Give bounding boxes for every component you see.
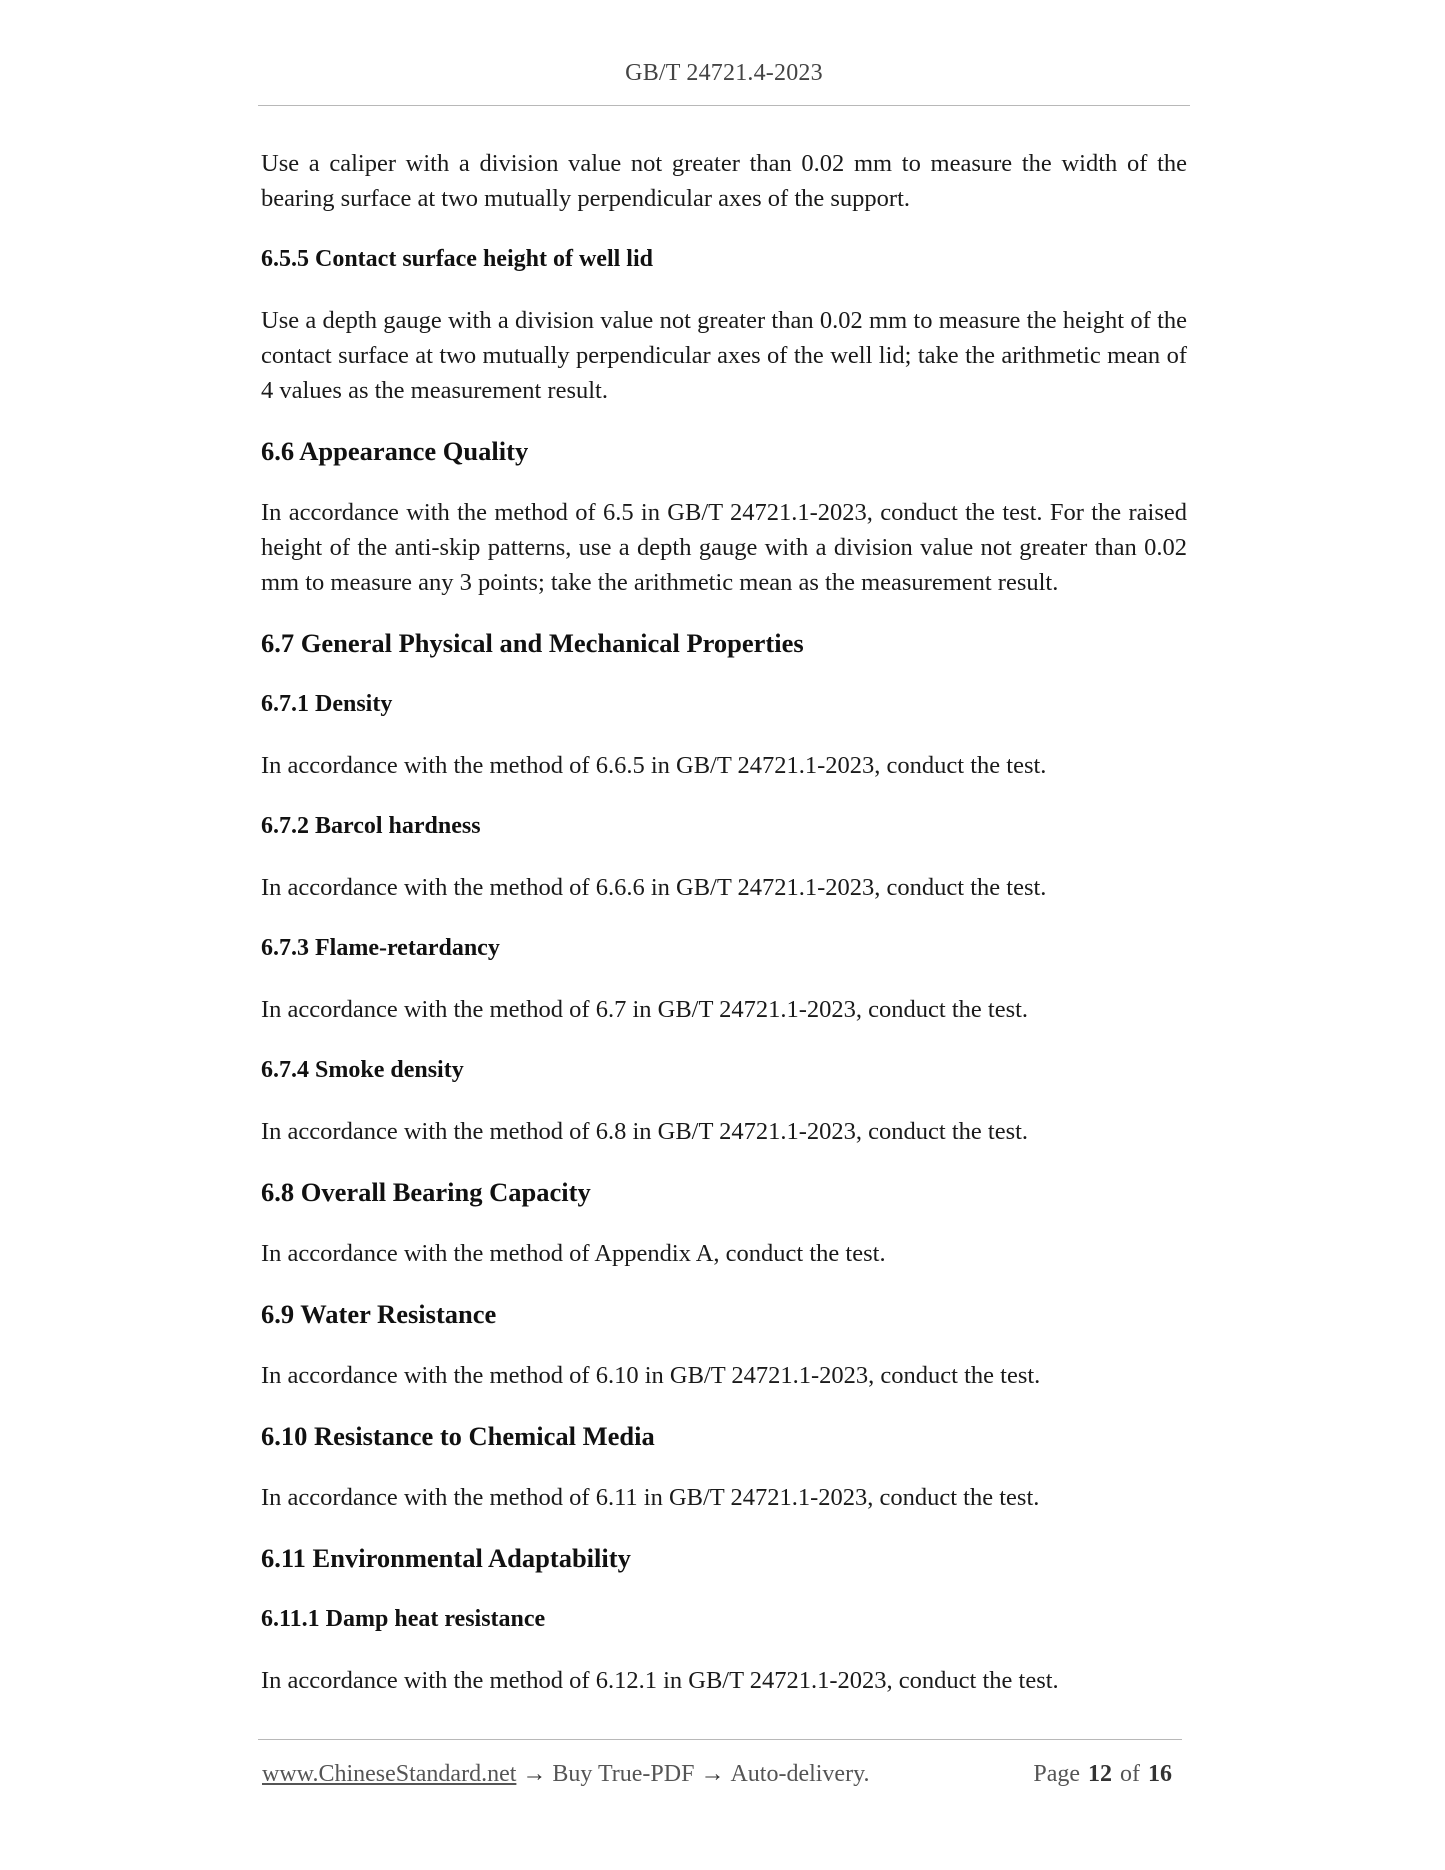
arrow-right-icon: → bbox=[522, 1761, 547, 1787]
heading-6-7-4: 6.7.4 Smoke density bbox=[261, 1057, 464, 1083]
of-label: of bbox=[1120, 1761, 1140, 1787]
paragraph-6-5-5: Use a depth gauge with a division value not greater than 0.02 mm to measure the height of the contact surface at two mutually perpendicular axes of the well lid; take the arithmetic mean of 4 values as the measurement result. bbox=[261, 307, 1187, 404]
paragraph-6-11-1: In accordance with the method of 6.12.1 in GB/T 24721.1-2023, conduct the test. bbox=[261, 1667, 1059, 1694]
heading-6-10: 6.10 Resistance to Chemical Media bbox=[261, 1421, 655, 1451]
page-label: Page bbox=[1033, 1761, 1080, 1787]
paragraph-6-7-2: In accordance with the method of 6.6.6 in GB/T 24721.1-2023, conduct the test. bbox=[261, 874, 1047, 901]
heading-6-11: 6.11 Environmental Adaptability bbox=[261, 1543, 631, 1573]
page-indicator bbox=[1033, 1757, 1180, 1791]
heading-6-7-3: 6.7.3 Flame-retardancy bbox=[261, 935, 500, 961]
heading-6-7-2: 6.7.2 Barcol hardness bbox=[261, 813, 481, 839]
paragraph-6-9: In accordance with the method of 6.10 in GB/T 24721.1-2023, conduct the test. bbox=[261, 1362, 1041, 1389]
paragraph-6-6: In accordance with the method of 6.5 in GB/T 24721.1-2023, conduct the test. For the raised height of the anti-skip patterns, use a depth gauge with a division value not greater than 0.02 mm to measure any 3 points; take the arithmetic mean as the measurement result. bbox=[261, 499, 1187, 596]
paragraph-6-10: In accordance with the method of 6.11 in GB/T 24721.1-2023, conduct the test. bbox=[261, 1484, 1040, 1511]
auto-delivery-text: Auto-delivery. bbox=[730, 1761, 870, 1787]
heading-6-6: 6.6 Appearance Quality bbox=[261, 436, 529, 466]
arrow-right-icon: → bbox=[700, 1761, 725, 1787]
paragraph-6-7-1: In accordance with the method of 6.6.5 in GB/T 24721.1-2023, conduct the test. bbox=[261, 752, 1047, 779]
current-page-number: 12 bbox=[1088, 1761, 1112, 1787]
heading-6-11-1: 6.11.1 Damp heat resistance bbox=[261, 1606, 546, 1632]
footer-promo bbox=[262, 1757, 870, 1791]
buy-true-pdf-text: Buy True-PDF bbox=[552, 1761, 695, 1787]
paragraph-6-8: In accordance with the method of Appendix A, conduct the test. bbox=[261, 1240, 886, 1267]
heading-6-7-1: 6.7.1 Density bbox=[261, 691, 393, 717]
heading-6-7: 6.7 General Physical and Mechanical Properties bbox=[261, 628, 804, 658]
page-header-title: GB/T 24721.4-2023 bbox=[625, 60, 823, 86]
paragraph-6-7-3: In accordance with the method of 6.7 in GB/T 24721.1-2023, conduct the test. bbox=[261, 996, 1029, 1023]
document-body bbox=[261, 146, 1187, 1698]
heading-6-9: 6.9 Water Resistance bbox=[261, 1299, 497, 1329]
paragraph-bearing-surface-width: Use a caliper with a division value not greater than 0.02 mm to measure the width of the bearing surface at two mutually perpendicular axes of the support. bbox=[261, 150, 1187, 212]
heading-6-8: 6.8 Overall Bearing Capacity bbox=[261, 1177, 591, 1207]
footer-divider bbox=[258, 1739, 1182, 1740]
header-divider bbox=[258, 105, 1190, 106]
paragraph-6-7-4: In accordance with the method of 6.8 in GB/T 24721.1-2023, conduct the test. bbox=[261, 1118, 1029, 1145]
heading-6-5-5: 6.5.5 Contact surface height of well lid bbox=[261, 246, 653, 272]
total-page-number: 16 bbox=[1148, 1761, 1172, 1787]
site-link[interactable]: www.ChineseStandard.net bbox=[262, 1761, 517, 1787]
